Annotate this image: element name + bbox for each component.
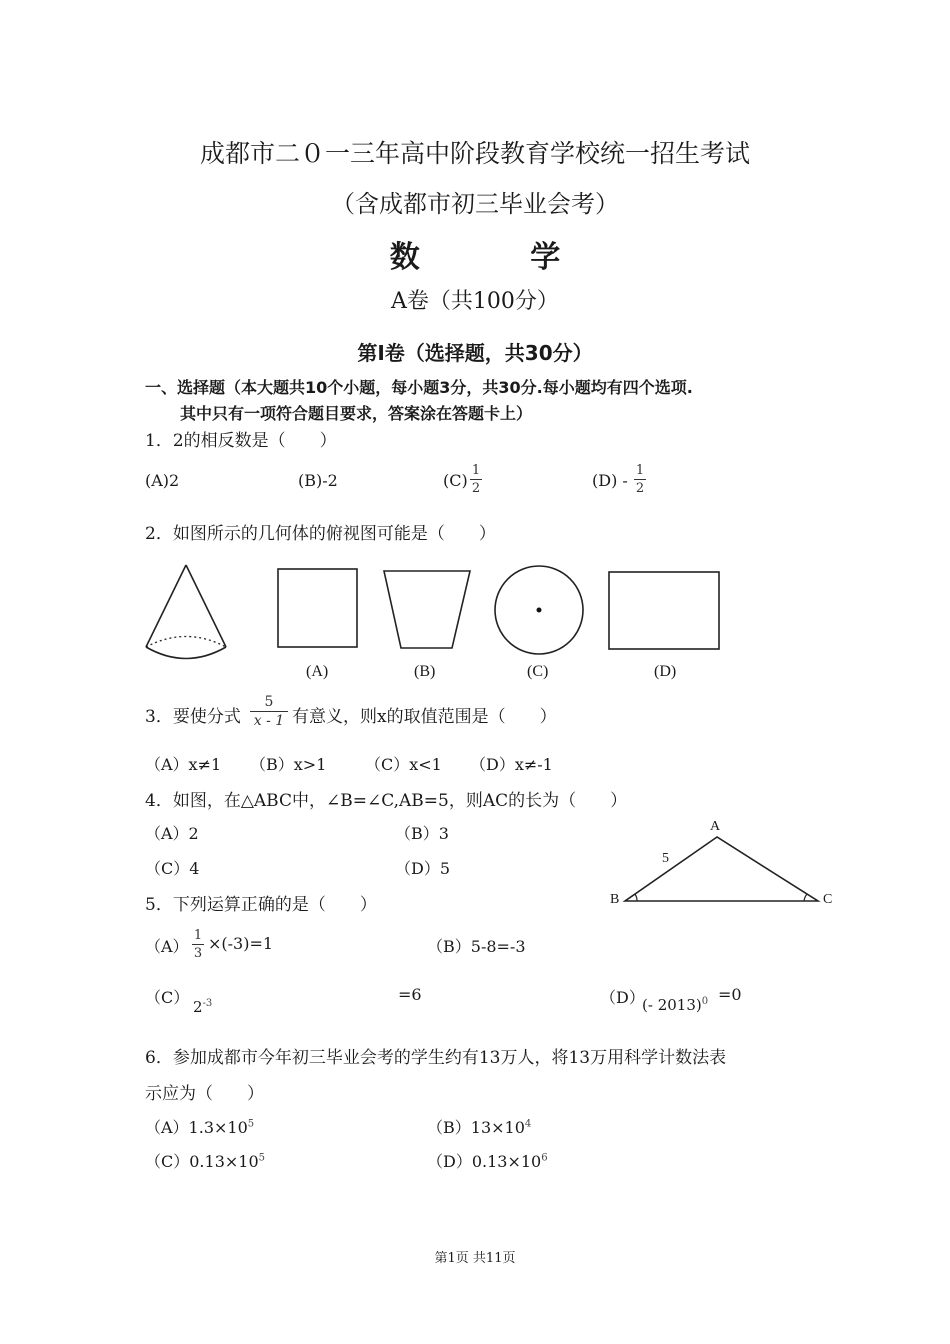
q5-option-a-fraction bbox=[192, 928, 204, 961]
part-title: 第Ⅰ卷（选择题，共30分） bbox=[357, 341, 593, 365]
q5-option-b: （B）5-8=-3 bbox=[427, 937, 526, 956]
question-1-stem: 1．2的相反数是（ ） bbox=[145, 431, 337, 451]
exam-subtitle: （含成都市初三毕业会考） bbox=[331, 190, 619, 218]
angle-c-arc bbox=[804, 894, 807, 901]
angle-b-arc bbox=[635, 894, 637, 901]
q5-option-a-prefix: （A） bbox=[145, 937, 189, 956]
power-base: (- 2013) bbox=[642, 996, 702, 1014]
vertex-c-label: C bbox=[823, 892, 833, 907]
question-6-stem-line2: 示应为（ ） bbox=[145, 1084, 264, 1104]
q1-option-c-prefix: (C) bbox=[443, 471, 468, 490]
subject-title: 数 学 bbox=[389, 240, 611, 275]
option-exponent: 4 bbox=[524, 1118, 532, 1130]
q5-option-c-rest: =6 bbox=[398, 985, 422, 1004]
q3-option-a: （A）x≠1 bbox=[145, 755, 222, 774]
q4-option-a: （A）2 bbox=[145, 824, 199, 843]
option-text: （D）0.13×10 bbox=[427, 1152, 542, 1171]
question-2-stem: 2．如图所示的几何体的俯视图可能是（ ） bbox=[145, 524, 496, 544]
fraction-numerator: 5 bbox=[264, 694, 274, 710]
question-6-stem-line1: 6．参加成都市今年初三毕业会考的学生约有13万人，将13万用科学计数法表 bbox=[145, 1048, 727, 1068]
q6-option-d bbox=[427, 1149, 548, 1172]
q6-option-c bbox=[145, 1149, 265, 1172]
power-base: 2 bbox=[193, 998, 203, 1016]
question-5-stem: 5．下列运算正确的是（ ） bbox=[145, 895, 377, 915]
fraction-numerator: 1 bbox=[471, 463, 481, 478]
section-instructions-line1: 一、选择题（本大题共10个小题，每小题3分，共30分.每小题均有四个选项. bbox=[145, 378, 693, 397]
side-ab-label: 5 bbox=[662, 851, 669, 866]
fraction-denominator: 2 bbox=[635, 481, 645, 496]
option-text: （C）0.13×10 bbox=[145, 1152, 259, 1171]
fraction-denominator: 3 bbox=[193, 946, 203, 961]
q1-option-b: (B)-2 bbox=[298, 471, 338, 490]
q2-label-a: (A) bbox=[306, 663, 329, 680]
option-exponent: 6 bbox=[541, 1152, 548, 1164]
q4-option-c: （C）4 bbox=[145, 859, 200, 878]
fraction-numerator: 1 bbox=[193, 928, 203, 943]
q1-option-d-prefix: (D) - bbox=[592, 471, 628, 490]
triangle-abc bbox=[625, 837, 818, 901]
q2-label-d: (D) bbox=[654, 663, 677, 680]
option-exponent: 5 bbox=[258, 1152, 266, 1164]
q6-option-b bbox=[427, 1115, 531, 1138]
q5-option-a-rest: ×(-3)=1 bbox=[208, 934, 274, 953]
section-instructions-line2: 其中只有一项符合题目要求，答案涂在答题卡上） bbox=[180, 404, 533, 423]
vertex-a-label: A bbox=[710, 819, 721, 834]
q3-option-c: （C）x<1 bbox=[365, 755, 442, 774]
q5-option-c-power bbox=[193, 998, 212, 1016]
fraction-denominator: x - 1 bbox=[253, 713, 285, 729]
option-text: （B）13×10 bbox=[427, 1118, 525, 1137]
q2-label-b: (B) bbox=[414, 663, 436, 680]
q5-option-c-prefix: （C） bbox=[145, 988, 190, 1007]
q3-option-d: （D）x≠-1 bbox=[470, 755, 553, 774]
fraction-bar bbox=[192, 944, 204, 945]
vertex-b-label: B bbox=[610, 892, 620, 907]
power-exponent: 0 bbox=[701, 996, 709, 1007]
q4-option-b: （B）3 bbox=[395, 824, 449, 843]
power-exponent: -3 bbox=[202, 998, 213, 1009]
q5-option-d-prefix: （D） bbox=[600, 988, 645, 1007]
option-text: （A）1.3×10 bbox=[145, 1118, 248, 1137]
q4-option-d: （D）5 bbox=[395, 859, 451, 878]
exam-title: 成都市二０一三年高中阶段教育学校统一招生考试 bbox=[199, 139, 750, 168]
question-3-stem-pre: 3．要使分式 bbox=[145, 707, 241, 727]
q3-option-b: （B）x>1 bbox=[250, 755, 327, 774]
q5-option-d-rest: =0 bbox=[718, 985, 742, 1004]
volume-title: A卷（共100分） bbox=[391, 289, 559, 314]
q5-option-d-power bbox=[642, 996, 708, 1014]
fraction-denominator: 2 bbox=[471, 481, 481, 496]
page-footer: 第1页 共11页 bbox=[434, 1251, 516, 1266]
question-3-stem-post: 有意义，则x的取值范围是（ ） bbox=[292, 707, 557, 727]
option-exponent: 5 bbox=[247, 1118, 255, 1130]
q6-option-a bbox=[145, 1115, 254, 1138]
question-4-stem: 4．如图，在△ABC中，∠B=∠C,AB=5，则AC的长为（ ） bbox=[145, 791, 628, 811]
q1-option-a: (A)2 bbox=[145, 471, 180, 490]
q2-label-c: (C) bbox=[527, 663, 549, 680]
fraction-numerator: 1 bbox=[635, 463, 645, 478]
